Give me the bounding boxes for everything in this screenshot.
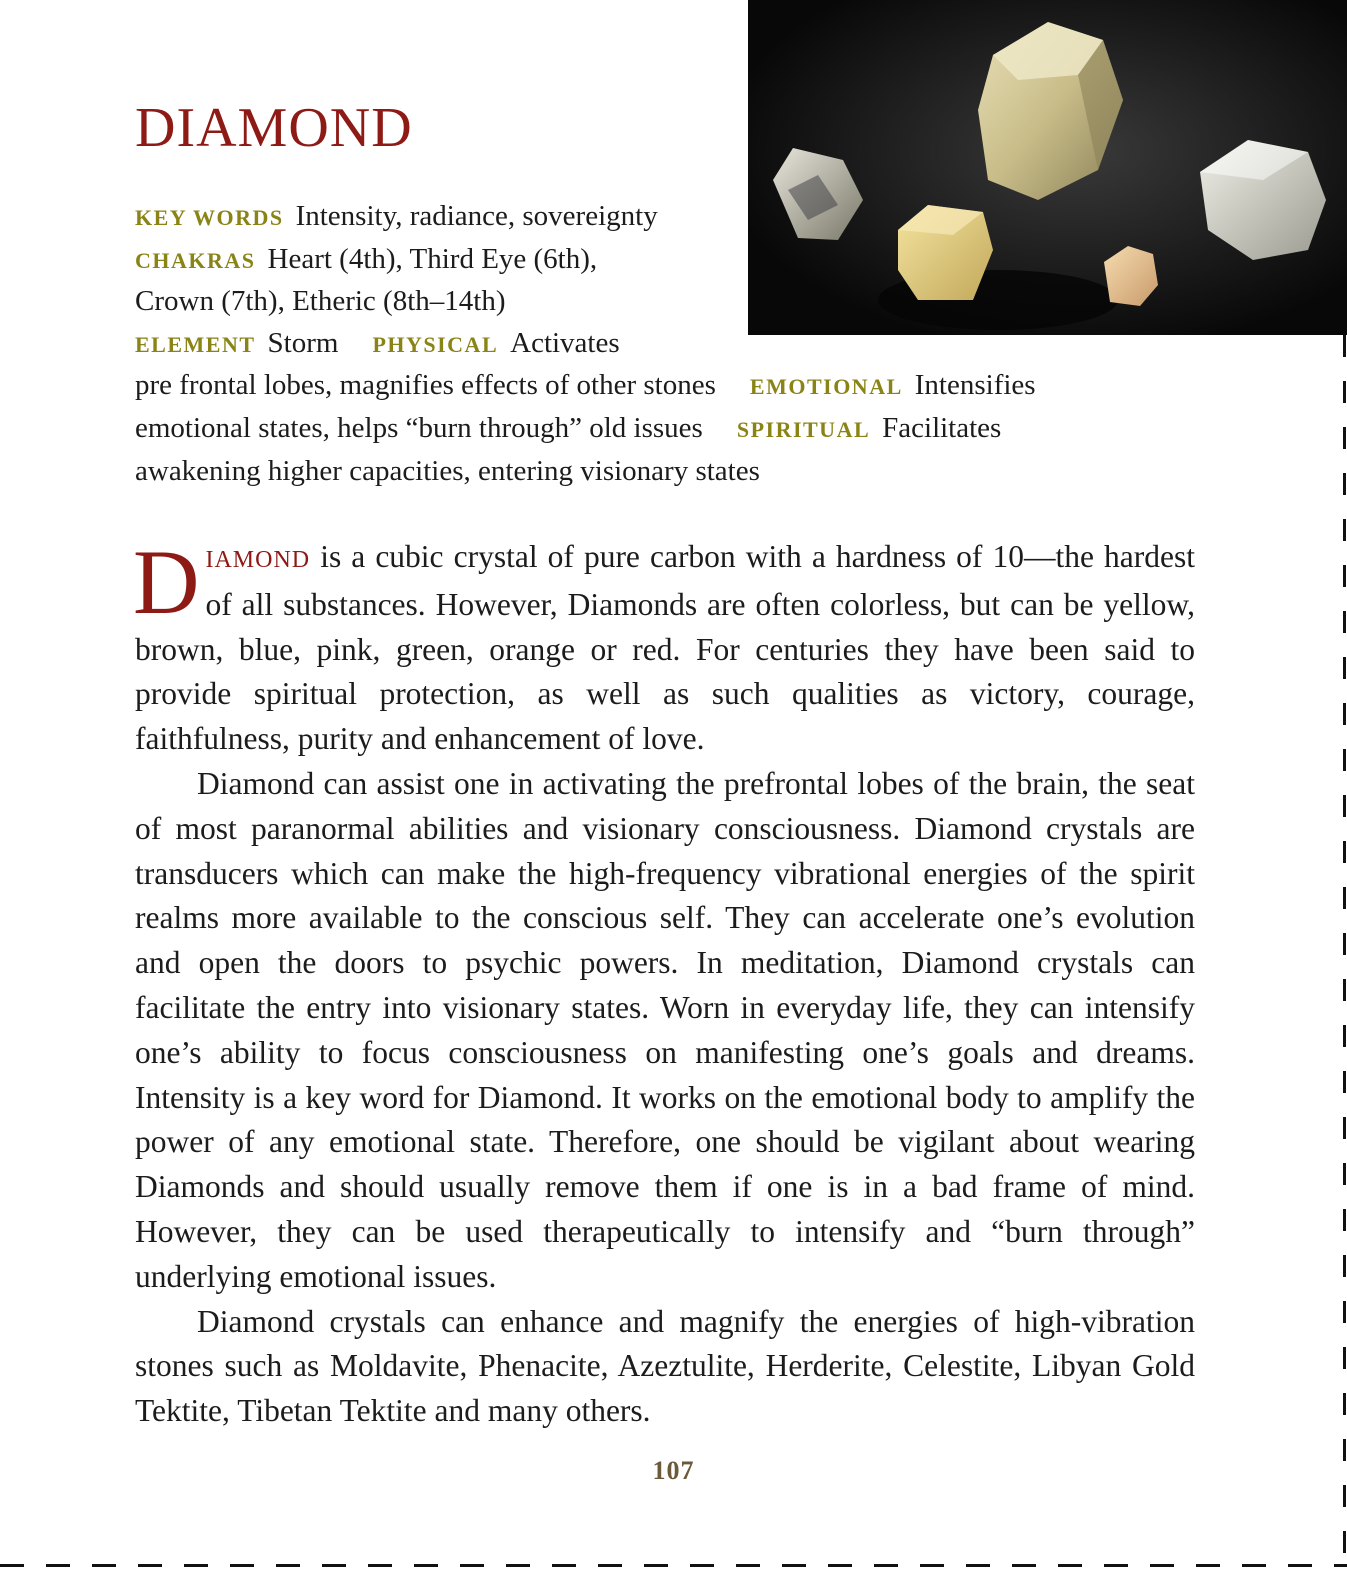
properties-block — [135, 196, 1036, 492]
key-words-value: Intensity, radiance, sovereignty — [295, 200, 658, 232]
physical-value-1: Activates — [510, 326, 620, 359]
element-value: Storm — [267, 326, 339, 359]
paragraph-2: Diamond can assist one in activating the prefrontal lobes of the brain, the seat of most paranormal abilities and visionary consciousness. Diamond crystals are transducers which can make the high-frequency vibrational energies of the spirit realms more available to the conscious self. They can accelerate one’s evolution and open the doors to psychic powers. In meditation, Diamond crystals can facilitate the entry into visionary states. Worn in everyday life, they can intensify one’s ability to focus consciousness on manifesting one’s goals and dreams. Intensity is a key word for Diamond. It works on the emotional body to amplify the power of any emotional state. Therefore, one should be vigilant about wearing Diamonds and should usually remove them if one is in a bad frame of mind. However, they can be used therapeutically to intensify and “burn through” underlying emotional issues. — [135, 765, 1195, 1294]
spiritual-label: SPIRITUAL — [736, 416, 871, 442]
key-words-label: KEY WORDS — [135, 205, 284, 230]
spiritual-value-1: Facilitates — [882, 411, 1002, 444]
drop-cap: D — [133, 531, 200, 633]
emotional-value-2: emotional states, helps “burn through” old issues — [135, 411, 703, 444]
crop-marks-bottom — [0, 1560, 1347, 1572]
spiritual-value-2: awakening higher capacities, entering visionary states — [135, 454, 760, 487]
physical-label: PHYSICAL — [372, 331, 499, 357]
paragraph-1 — [133, 531, 1195, 762]
chakras-value-1: Heart (4th), Third Eye (6th), — [267, 242, 598, 275]
paragraph-1-text: is a cubic crystal of pure carbon with a hardness of 10—the hardest of all substances. However, Diamonds are often colorless, but can be yellow, brown, blue, pink, green, orange or red. For centuries they have been said to provide spiritual protection, as well as such qualities as victory, courage, faithfulness, purity and enhancement of love. — [135, 539, 1195, 757]
element-label: ELEMENT — [135, 331, 256, 357]
physical-value-2: pre frontal lobes, magnifies effects of other stones — [135, 369, 716, 402]
page-number: 107 — [652, 1456, 695, 1485]
body-text — [133, 531, 1195, 1434]
paragraph-3: Diamond crystals can enhance and magnify the energies of high-vibration stones such as Moldavite, Phenacite, Azeztulite, Herderite, Celestite, Libyan Gold Tektite, Tibetan Tektite and many others. — [135, 1303, 1195, 1429]
lead-word: IAMOND — [205, 547, 311, 573]
crop-marks-right — [1337, 335, 1347, 1572]
chakras-label: CHAKRAS — [135, 247, 256, 273]
page-title: DIAMOND — [135, 97, 413, 159]
emotional-value-1: Intensifies — [914, 369, 1036, 402]
chakras-value-2: Crown (7th), Etheric (8th–14th) — [135, 285, 506, 318]
emotional-label: EMOTIONAL — [749, 374, 903, 400]
